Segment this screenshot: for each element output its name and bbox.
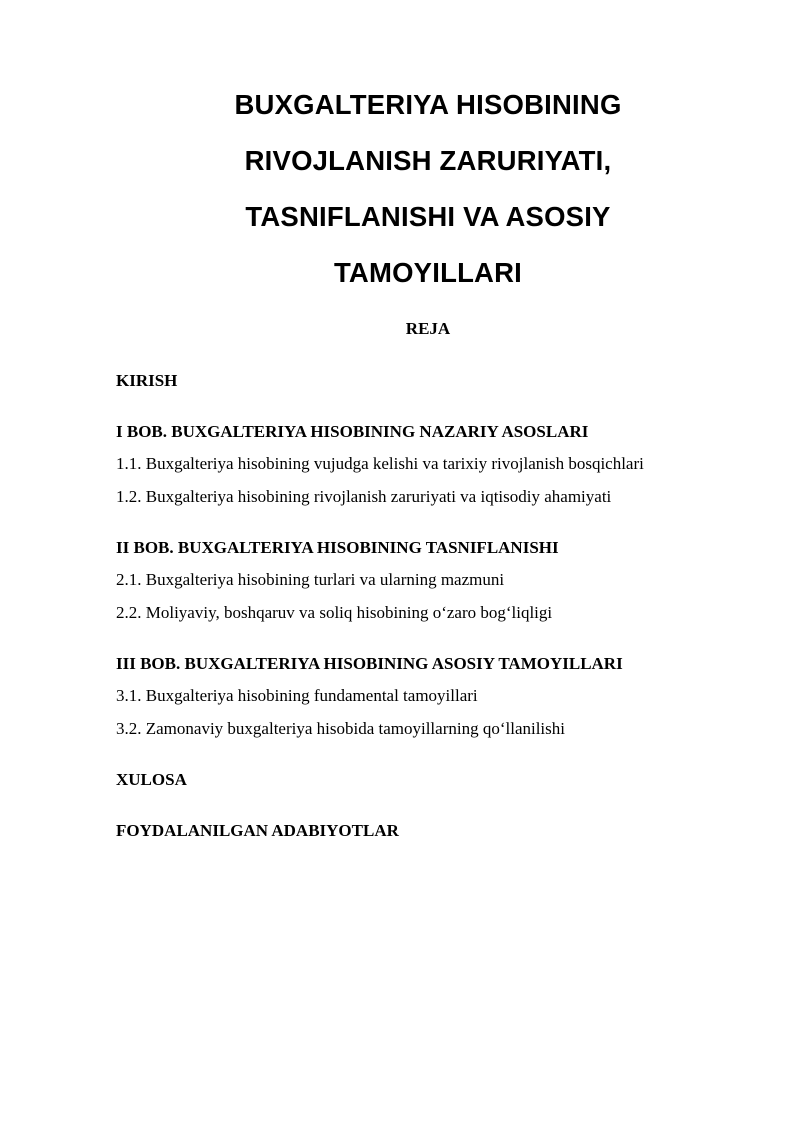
- plan-heading: REJA: [405, 319, 451, 338]
- references-heading: FOYDALANILGAN ADABIYOTLAR: [116, 821, 399, 840]
- introduction-heading: KIRISH: [116, 371, 178, 390]
- title-line: RIVOJLANISH ZARURIYATI,: [244, 145, 612, 176]
- section-2-2: 2.2. Moliyaviy, boshqaruv va soliq hisobining o‘zaro bog‘liqligi: [116, 603, 553, 622]
- section-3-2: 3.2. Zamonaviy buxgalteriya hisobida tamoyillarning qo‘llanilishi: [116, 719, 565, 738]
- document-title: [150, 77, 706, 301]
- chapter-3-heading: III BOB. BUXGALTERIYA HISOBINING ASOSIY TAMOYILLARI: [116, 654, 623, 673]
- title-line: BUXGALTERIYA HISOBINING: [234, 89, 622, 120]
- section-3-1: 3.1. Buxgalteriya hisobining fundamental tamoyillari: [116, 686, 478, 705]
- chapter-2-heading: II BOB. BUXGALTERIYA HISOBINING TASNIFLANISHI: [116, 538, 559, 557]
- section-2-1: 2.1. Buxgalteriya hisobining turlari va ularning mazmuni: [116, 570, 505, 589]
- title-line: TASNIFLANISHI VA ASOSIY: [245, 201, 611, 232]
- conclusion-heading: XULOSA: [116, 770, 187, 789]
- title-line: TAMOYILLARI: [333, 257, 523, 288]
- chapter-1-heading: I BOB. BUXGALTERIYA HISOBINING NAZARIY ASOSLARI: [116, 422, 589, 441]
- section-1-1: 1.1. Buxgalteriya hisobining vujudga kelishi va tarixiy rivojlanish bosqichlari: [116, 454, 644, 473]
- section-1-2: 1.2. Buxgalteriya hisobining rivojlanish zaruriyati va iqtisodiy ahamiyati: [116, 487, 612, 506]
